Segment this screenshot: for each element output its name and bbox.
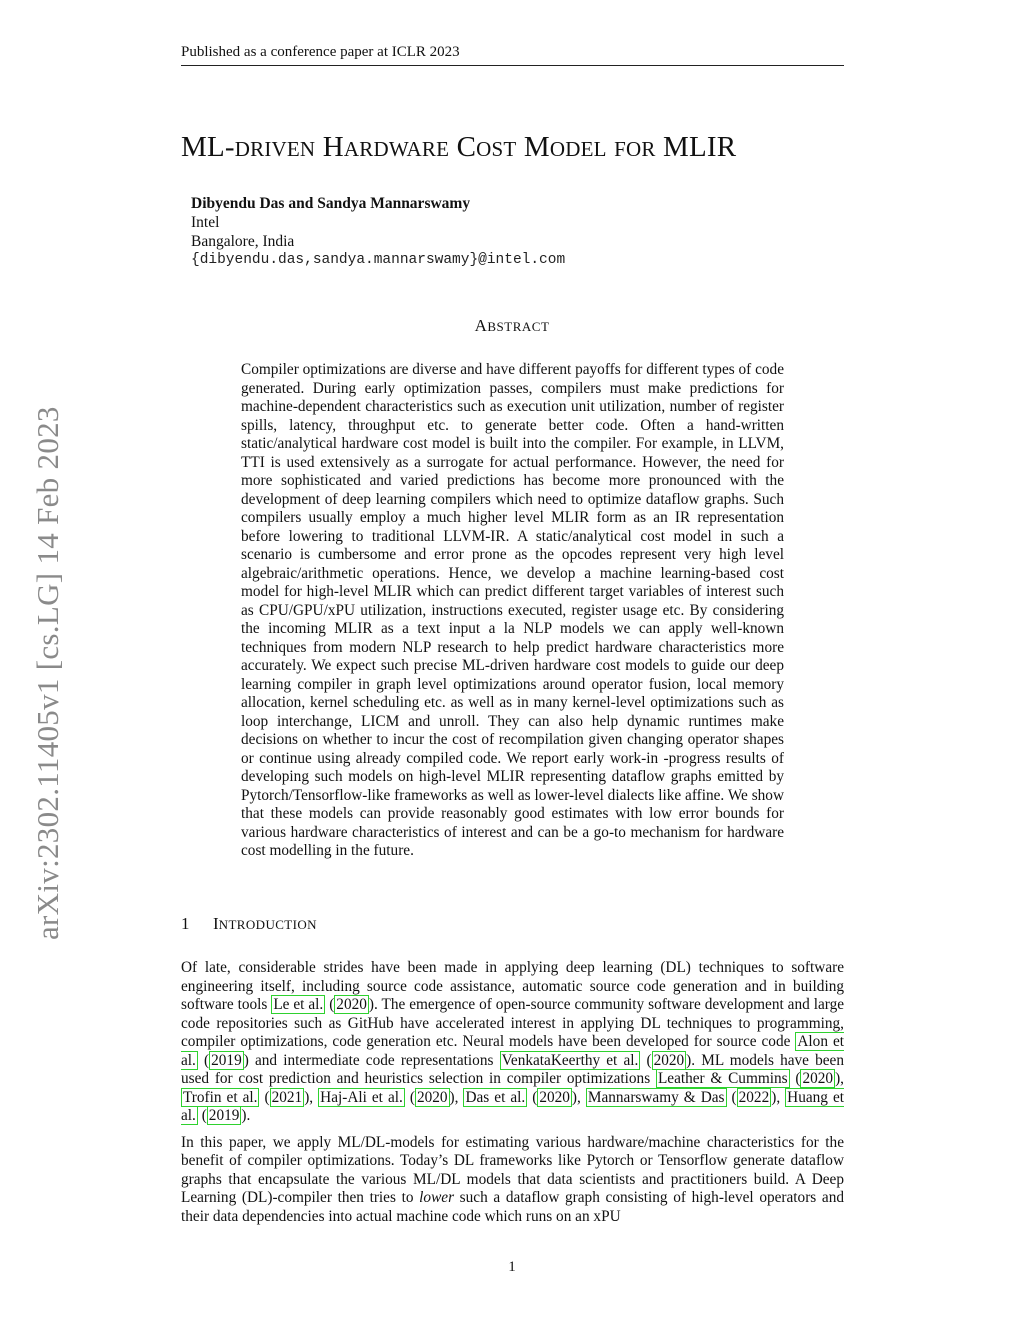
citation-link[interactable]: Mannarswamy & Das: [587, 1088, 725, 1106]
intro-paragraph-1: Of late, considerable strides have been made in applying deep learning (DL) techniques to software engineering itself, including source code assistance, automatic source code generation and in building software tools Le et al. ( 2020 ). The emergence of open-source community software development and large code repositories such as GitHub have accelerated interest in applying DL techniques to programming, compiler optimizations, code generation etc. Neural models have been developed for source code Alon et al. ( 2019 ) and intermediate code representations VenkataKeerthy et al. ( 2020 ). ML models have been used for cost prediction and heuristics selection in compiler optimizations Leather & Cummins ( 2020 ), Trofin et al. ( 2021 ), Haj-Ali et al. ( 2020 ), Das et al. ( 2020 ), Mannarswamy & Das ( 2022 ), Huang et al. ( 2019 ).: [181, 959, 845, 1124]
citation-link[interactable]: Leather & Cummins: [657, 1070, 788, 1087]
citation-year-link[interactable]: 2020: [539, 1088, 570, 1106]
title-part: MLIR: [655, 131, 737, 163]
citation-year-link[interactable]: 2020: [416, 1088, 448, 1106]
citation-link[interactable]: Das et al.: [465, 1088, 526, 1106]
paper-title: [181, 131, 881, 164]
citation-link[interactable]: Haj-Ali et al.: [320, 1088, 403, 1106]
text-run: In this paper, we apply ML/DL-models for estimating various hardware/machine characteristics for the benefit of compiler optimizations. Today’s DL frameworks like Pytorch or Tensorflow generate dataflow graphs that encapsulate the various ML/DL models that data scientists and practitioners build. A Deep Learning (DL)-compiler then tries to: [181, 1133, 844, 1206]
title-part: ML-: [181, 131, 235, 163]
arxiv-identifier: arXiv:2302.11405v1 [cs.LG] 14 Feb 2023: [30, 406, 65, 940]
text-run: such a dataflow graph consisting of high-level operators and their data dependencies into actual machine code which runs on an xPU: [181, 1189, 844, 1225]
text-run: . The emergence of open-source community software development and large code repositories such as GitHub have accelerated interest in applying DL techniques to programming, compiler optimizations, code generation etc. Neural models have been developed for source code: [181, 996, 845, 1050]
emphasis-lower: lower: [419, 1189, 455, 1206]
abstract-heading: [0, 316, 1024, 336]
citation-link[interactable]: Alon et al.: [181, 1033, 844, 1069]
title-part: ODEL: [549, 137, 607, 161]
intro-paragraph-2: [181, 1134, 844, 1227]
title-part: OST: [476, 137, 517, 161]
page-number: 1: [508, 1259, 516, 1275]
title-part: ARDWARE: [343, 137, 450, 161]
section-heading-rest: NTRODUCTION: [218, 917, 317, 932]
author-email: {dibyendu.das,sandya.mannarswamy}@intel.com: [191, 252, 566, 268]
title-part: DRIVEN: [234, 137, 316, 161]
citation-link[interactable]: Trofin et al.: [183, 1088, 258, 1106]
abstract-text: Compiler optimizations are diverse and have different payoffs for different types of code generated. During early optimization passes, compilers must make predictions for machine-dependent characteristics such as execution unit utilization, number of register spills, latency, throughput etc. to generate better code. Often a hand-written static/analytical hardware cost model is built into the compiler. For example, in LLVM, TTI is used extensively as a surrogate for actual performance. However, the need for more sophisticated and varied predictions has become more pronounced with the development of deep learning compilers which need to optimize dataflow graphs. Such compilers usually employ a much higher level MLIR form as an IR representation before lowering to traditional LLVM-IR. A static/analytical cost model in such a scenario is cumbersome and error prone as the opcodes represent very high level algebraic/arithmetic operations. Hence, we develop a machine learning-based cost model for high-level MLIR which can predict different target variables of interest such as CPU/GPU/xPU utilization, instructions executed, register usage etc. By considering the incoming MLIR as a text input a la NLP models we can apply well-known techniques from modern NLP research to help predict hardware characteristics more accurately. We expect such precise ML-driven hardware cost models to guide our deep learning compiler in graph level optimizations around operator fusion, local memory allocation, kernel scheduling etc. as well as in many kernel-level optimizations such as loop interchange, LICM and unroll. They can also help dynamic runtimes make decisions on whether to incur the cost of recompilation given changing operator shapes or continue using already compiled code. We report early work-in -progress results of developing such models on high-level MLIR representing dataflow graphs emitted by Pytorch/Tensorflow-like frameworks as well as lower-level dialects like affine. We show that these models can provide reasonably good estimates with low error bounds for various hardware characteristics of interest and can be a go-to mechanism for hardware cost modelling in the future.: [241, 361, 784, 859]
citation-link[interactable]: Huang et al.: [181, 1088, 844, 1124]
introduction-body: [181, 959, 844, 1234]
citation-year-link[interactable]: 2021: [271, 1088, 303, 1106]
citation-year-link[interactable]: 2020: [336, 996, 367, 1013]
abstract-heading-rest: BSTRACT: [487, 319, 550, 334]
author-location: Bangalore, India: [191, 233, 295, 250]
section-heading-initial: I: [213, 914, 219, 933]
text-run: and intermediate code representations: [248, 1051, 500, 1069]
citation-link[interactable]: VenkataKeerthy et al.: [501, 1051, 639, 1069]
abstract-heading-initial: A: [474, 316, 488, 335]
title-part: C: [449, 131, 477, 163]
citation-year-link[interactable]: 2020: [802, 1070, 834, 1087]
citation-year-link[interactable]: 2019: [208, 1107, 240, 1124]
citation-year-link[interactable]: 2020: [653, 1051, 685, 1069]
title-part: [607, 131, 614, 163]
author-block: [191, 194, 565, 270]
section-number: 1: [181, 914, 190, 933]
author-names: Dibyendu Das and Sandya Mannarswamy: [191, 195, 471, 212]
title-part: H: [315, 131, 344, 163]
running-header: Published as a conference paper at ICLR 2023: [181, 44, 460, 60]
author-affiliation: Intel: [191, 214, 220, 231]
text-run: Of late, considerable strides have been made in applying deep learning (DL) techniques to software engineering itself, including source code assistance, automatic source code generation and in building software tools: [181, 959, 844, 1013]
citation-year-link[interactable]: 2019: [211, 1051, 242, 1069]
section-heading-introduction: [181, 914, 317, 934]
text-run: . ML models have been used for cost prediction and heuristics selection in compiler optimizations: [181, 1051, 844, 1087]
citation-year-link[interactable]: 2022: [738, 1088, 770, 1106]
title-part: M: [516, 131, 550, 163]
header-rule: [181, 65, 844, 66]
citation-link[interactable]: Le et al.: [273, 996, 324, 1013]
title-part: FOR: [614, 137, 656, 161]
